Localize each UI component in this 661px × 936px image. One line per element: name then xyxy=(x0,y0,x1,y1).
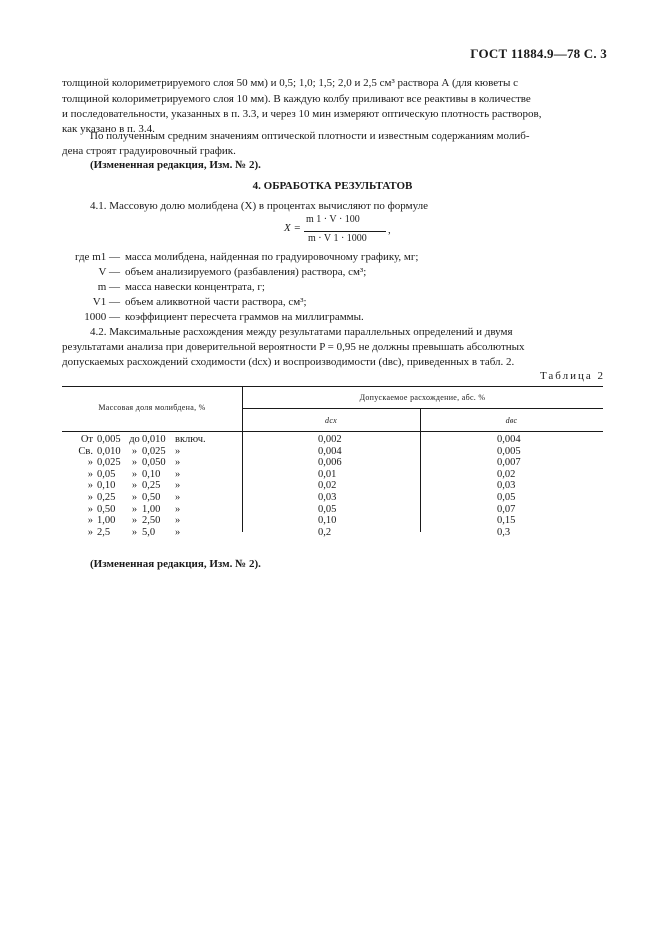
table-cell: 0,005 xyxy=(97,434,121,445)
table-rule xyxy=(62,431,603,432)
table-cell: 0,02 xyxy=(497,468,516,480)
table-cell: » xyxy=(131,526,138,538)
section-title: 4. ОБРАБОТКА РЕЗУЛЬТАТОВ xyxy=(252,180,413,192)
group-header: Допускаемое расхождение, абс. % xyxy=(359,393,486,402)
table-cell: 0,03 xyxy=(318,492,337,503)
column-header-dvs: dвс xyxy=(505,416,518,425)
table-cell: » xyxy=(87,457,93,469)
table-cell: 0,002 xyxy=(318,434,342,445)
table-cell: включ. xyxy=(175,434,206,445)
table-cell: » xyxy=(87,492,93,503)
page-header: ГОСТ 11884.9—78 С. 3 xyxy=(470,46,607,61)
intro-line: как указано в п. 3.4. xyxy=(62,123,155,135)
table-cell: 0,25 xyxy=(97,492,116,503)
table-cell: » xyxy=(131,468,138,480)
revision-note: (Измененная редакция, Изм. № 2). xyxy=(90,159,261,171)
table-cell: 0,10 xyxy=(142,468,161,480)
table-cell: 0,004 xyxy=(497,434,521,445)
table-cell: » xyxy=(87,515,93,527)
table-cell: 0,50 xyxy=(97,503,116,515)
column-header-dsx: dсх xyxy=(325,416,337,425)
formula xyxy=(284,213,404,247)
table-cell: 2,5 xyxy=(97,526,111,538)
table-cell: » xyxy=(87,503,93,515)
table-cell: » xyxy=(87,480,93,492)
table-cell: 0,2 xyxy=(318,526,332,538)
table-cell: 0,05 xyxy=(497,492,516,503)
table-cell: 0,03 xyxy=(497,480,516,492)
definition-text: объем аликвотной части раствора, см³; xyxy=(125,296,307,308)
table-cell: 0,004 xyxy=(318,445,342,457)
table-cell: » xyxy=(131,480,138,492)
table-cell: От xyxy=(80,434,93,445)
table-cell: » xyxy=(175,526,181,538)
table-cell: » xyxy=(175,492,181,503)
table-cell: 0,15 xyxy=(497,515,516,527)
table-cell: 0,25 xyxy=(142,480,161,492)
formula-numerator: m 1 · V · 100 xyxy=(306,214,360,225)
table-caption: Таблица 2 xyxy=(539,370,605,382)
table-cell: 0,50 xyxy=(142,492,161,503)
table-cell: 0,006 xyxy=(318,457,342,469)
table-rule xyxy=(62,386,603,387)
table-cell: 0,025 xyxy=(142,445,166,457)
table-cell: до xyxy=(129,434,140,445)
table-cell: » xyxy=(131,492,138,503)
table-cell: Св. xyxy=(78,445,93,457)
table-cell: 1,00 xyxy=(142,503,161,515)
paragraph-4-2: результатами анализа при доверительной вероятности P = 0,95 не должны превышать абсолютных xyxy=(62,341,525,353)
table-cell: » xyxy=(87,526,93,538)
footer-revision-note: (Измененная редакция, Изм. № 2). xyxy=(90,558,261,570)
table-cell: » xyxy=(175,445,181,457)
paragraph-4-1: 4.1. Массовую долю молибдена (X) в процентах вычисляют по формуле xyxy=(90,200,428,212)
table-cell: 0,07 xyxy=(497,503,516,515)
table-rule xyxy=(242,408,603,409)
table-cell: 0,050 xyxy=(142,457,166,469)
definition-text: объем анализируемого (разбавления) раствора, см³; xyxy=(125,266,367,278)
table-cell: 0,10 xyxy=(97,480,116,492)
intro-line: По полученным средним значениям оптической плотности и известным содержаниям молиб- xyxy=(90,130,530,142)
definition-text: масса молибдена, найденная по градуировочному графику, мг; xyxy=(125,251,419,263)
table-cell: 0,005 xyxy=(497,445,521,457)
table-cell: » xyxy=(175,480,181,492)
intro-line: толщиной колориметрируемого слоя 50 мм) и 0,5; 1,0; 1,5; 2,0 и 2,5 см³ раствора А (для кюветы с xyxy=(62,77,518,89)
intro-line: толщиной колориметрируемого слоя 10 мм). В каждую колбу приливают все реактивы в количестве xyxy=(62,93,531,105)
table-cell: » xyxy=(175,468,181,480)
definition-text: коэффициент пересчета граммов на миллиграммы. xyxy=(125,311,364,323)
table-cell: 1,00 xyxy=(97,515,116,527)
table-cell: 0,007 xyxy=(497,457,521,469)
paragraph-4-2: допускаемых расхождений сходимости (dсх) и воспроизводимости (dвс), приведенных в табл. 2. xyxy=(62,356,515,368)
table-cell: » xyxy=(175,457,181,469)
table-cell: 0,025 xyxy=(97,457,121,469)
table-cell: » xyxy=(131,457,138,469)
formula-comma: , xyxy=(388,224,391,236)
table-cell: » xyxy=(87,468,93,480)
intro-line: дена строят градуировочный график. xyxy=(62,145,236,157)
formula-denominator: m · V 1 · 1000 xyxy=(308,233,367,244)
table-cell: 0,05 xyxy=(318,503,337,515)
table-cell: 0,3 xyxy=(497,526,511,538)
table-cell: 0,010 xyxy=(142,434,166,445)
formula-lhs: X = xyxy=(284,222,301,234)
table-cell: 0,10 xyxy=(318,515,337,527)
table-cell: 2,50 xyxy=(142,515,161,527)
table-cell: » xyxy=(131,503,138,515)
table-cell: » xyxy=(175,503,181,515)
table-cell: 5,0 xyxy=(142,526,156,538)
table-cell: 0,01 xyxy=(318,468,337,480)
fraction-bar xyxy=(304,231,386,232)
definition-text: масса навески концентрата, г; xyxy=(125,281,265,293)
table-cell: 0,02 xyxy=(318,480,337,492)
table-cell: 0,010 xyxy=(97,445,121,457)
column-header: Массовая доля молибдена, % xyxy=(98,403,206,412)
table-cell: » xyxy=(131,515,138,527)
paragraph-4-2: 4.2. Максимальные расхождения между результатами параллельных определений и двумя xyxy=(90,326,513,338)
table-cell: » xyxy=(175,515,181,527)
table-cell: » xyxy=(131,445,138,457)
table-rule xyxy=(420,408,421,532)
document-page: ГОСТ 11884.9—78 С. 3 толщиной колориметрируемого слоя 50 мм) и 0,5; 1,0; 1,5; 2,0 и 2,5 см³ раствора А (для кюветы с толщиной колориметрируемого слоя 10 мм). В каждую колбу приливают все реактивы в количестве и последовательности, указанных в п. 3.3, и через 10 мин измеряют оптическую плотность растворов, как указано в п. 3.4. По полученным средним значениям оптической плотности и известным содержаниям молиб- дена строят градуировочный график. (Измененная редакция, Изм. № 2). 4. ОБРАБОТКА РЕЗУЛЬТАТОВ 4.1. Массовую долю молибдена (X) в процентах вычисляют по формуле X = m 1 · V · 100 m · V 1 · 1000 , где m1 — масса молибдена, найденная по градуировочному графику, мг; V — объем анализируемого (разбавления) раствора, см³; m — масса навески концентрата, г; V1 — объем аликвотной части раствора, см³; 1000 — коэффициент пересчета граммов на миллиграммы. 4.2. Максимальные расхождения между результатами параллельных определений и двумя результатами анализа при доверительной вероятности P = 0,95 не должны превышать абсолютных допускаемых расхождений сходимости (dсх) и воспроизводимости (dвс), приведенных в табл. 2. Таблица 2 Массовая доля молибдена, % Допускаемое расхождение, абс. % dсх dвс От 0,005 до 0,010 включ. 0,002 0,004 Св. 0,010 » 0,025 » 0,004 0,005 » 0,025 » 0,050 » 0,006 0,007 » 0,05 » 0,10 » 0,01 0,02 » 0,10 » 0,25 » 0,02 0,03 » 0,25 » 0,50 » 0,03 0,05 » 0,50 » 1,00 » 0,05 0,07 » 1,00 » 2,50 » 0,10 0,15 » 2,5 » 5,0 » 0,2 0,3 (Измененная редакция, Изм. № 2). xyxy=(62,46,607,570)
table-rule xyxy=(242,386,243,532)
table-cell: 0,05 xyxy=(97,468,116,480)
intro-line: и последовательности, указанных в п. 3.3, и через 10 мин измеряют оптическую плотность растворов, xyxy=(62,108,542,120)
